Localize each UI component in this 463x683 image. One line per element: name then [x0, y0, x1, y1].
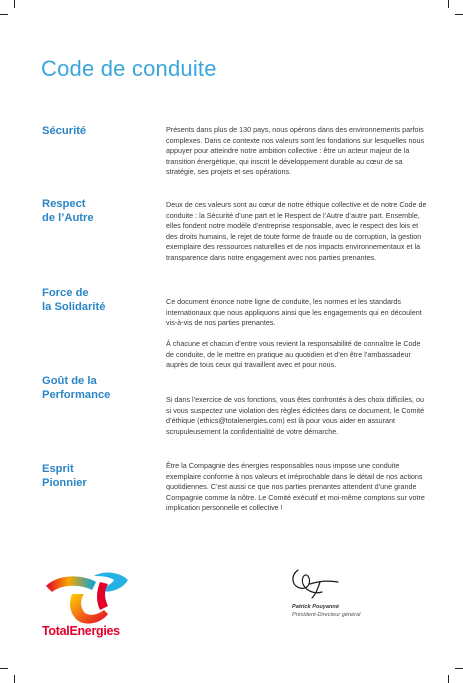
paragraph: Si dans l’exercice de vos fonctions, vous êtes confrontés à des choix difficiles, ou si vous suspectez une violation des règles édictées dans ce document, le Comité d’éthique (ethics@totalenergies.com) est là pour vous aider en assurant scrupuleusement la confidentialité de votre démarche. — [166, 395, 425, 436]
value-performance: Goût de la Performance — [42, 375, 111, 401]
signature-icon — [286, 562, 346, 602]
crop-mark — [448, 0, 449, 8]
crop-mark — [0, 668, 8, 669]
paragraph: Présents dans plus de 130 pays, nous opérons dans des environnements parfois complexes. Dans ce contexte nos valeurs sont les fondations sur lesquelles nous appuyer pour atteindre notre ambition collective : être un acteur majeur de la transition énergétique, qui inscrit le développement durable au cœur de sa stratégie, ses projets et ses opérations. — [166, 125, 425, 176]
value-pionnier: Esprit Pionnier — [42, 463, 87, 489]
paragraph: Ce document énonce notre ligne de conduite, les normes et les standards internationaux que nous appliquons ainsi que les engagements qui en découlent vis-à-vis de nos parties prenantes. — [166, 297, 422, 327]
crop-mark — [0, 14, 8, 15]
page-title: Code de conduite — [41, 56, 217, 81]
brand-wordmark — [42, 624, 120, 638]
value-securite: Sécurité — [42, 125, 87, 137]
crop-mark — [14, 675, 15, 683]
brand-part1: Total — [42, 624, 70, 638]
value-solidarite: Force de la Solidarité — [42, 287, 106, 313]
crop-mark — [455, 668, 463, 669]
value-respect: Respect de l’Autre — [42, 198, 94, 224]
paragraph: À chacune et chacun d’entre vous revient la responsabilité de connaître le Code de conduite, de le mettre en pratique au quotidien et d’en être l’ambassadeur auprès de tous ceux qui travaillent avec et pour nous. — [166, 339, 421, 369]
paragraph: Deux de ces valeurs sont au cœur de notre éthique collective et de notre Code de conduite : la Sécurité d’une part et le Respect de l’Autre d’autre part. Ensemble, elles fondent notre modèle d’entreprise responsable, avec le respect des lois et des droits humains, le rejet de toute forme de fraude ou de corruption, la gestion exemplaire des ressources naturelles et de nos impacts environnementaux et la transparence dans notre engagement avec nos parties prenantes. — [166, 200, 427, 262]
crop-mark — [14, 0, 15, 8]
signature-role: Président-Directeur général — [292, 612, 361, 618]
brand-part2: Energies — [69, 624, 120, 638]
crop-mark — [448, 675, 449, 683]
paragraph: Être la Compagnie des énergies responsables nous impose une conduite exemplaire conforme à nos valeurs et irréprochable dans le détail de nos actions quotidiennes. C’est aussi ce que nos parties prenantes attendent d’une grande Compagnie comme la nôtre. Le Comité exécutif et moi-même comptons sur votre implication personnelle et collective ! — [166, 461, 425, 512]
signature-name: Patrick Pouyanné — [292, 604, 339, 610]
crop-mark — [455, 14, 463, 15]
